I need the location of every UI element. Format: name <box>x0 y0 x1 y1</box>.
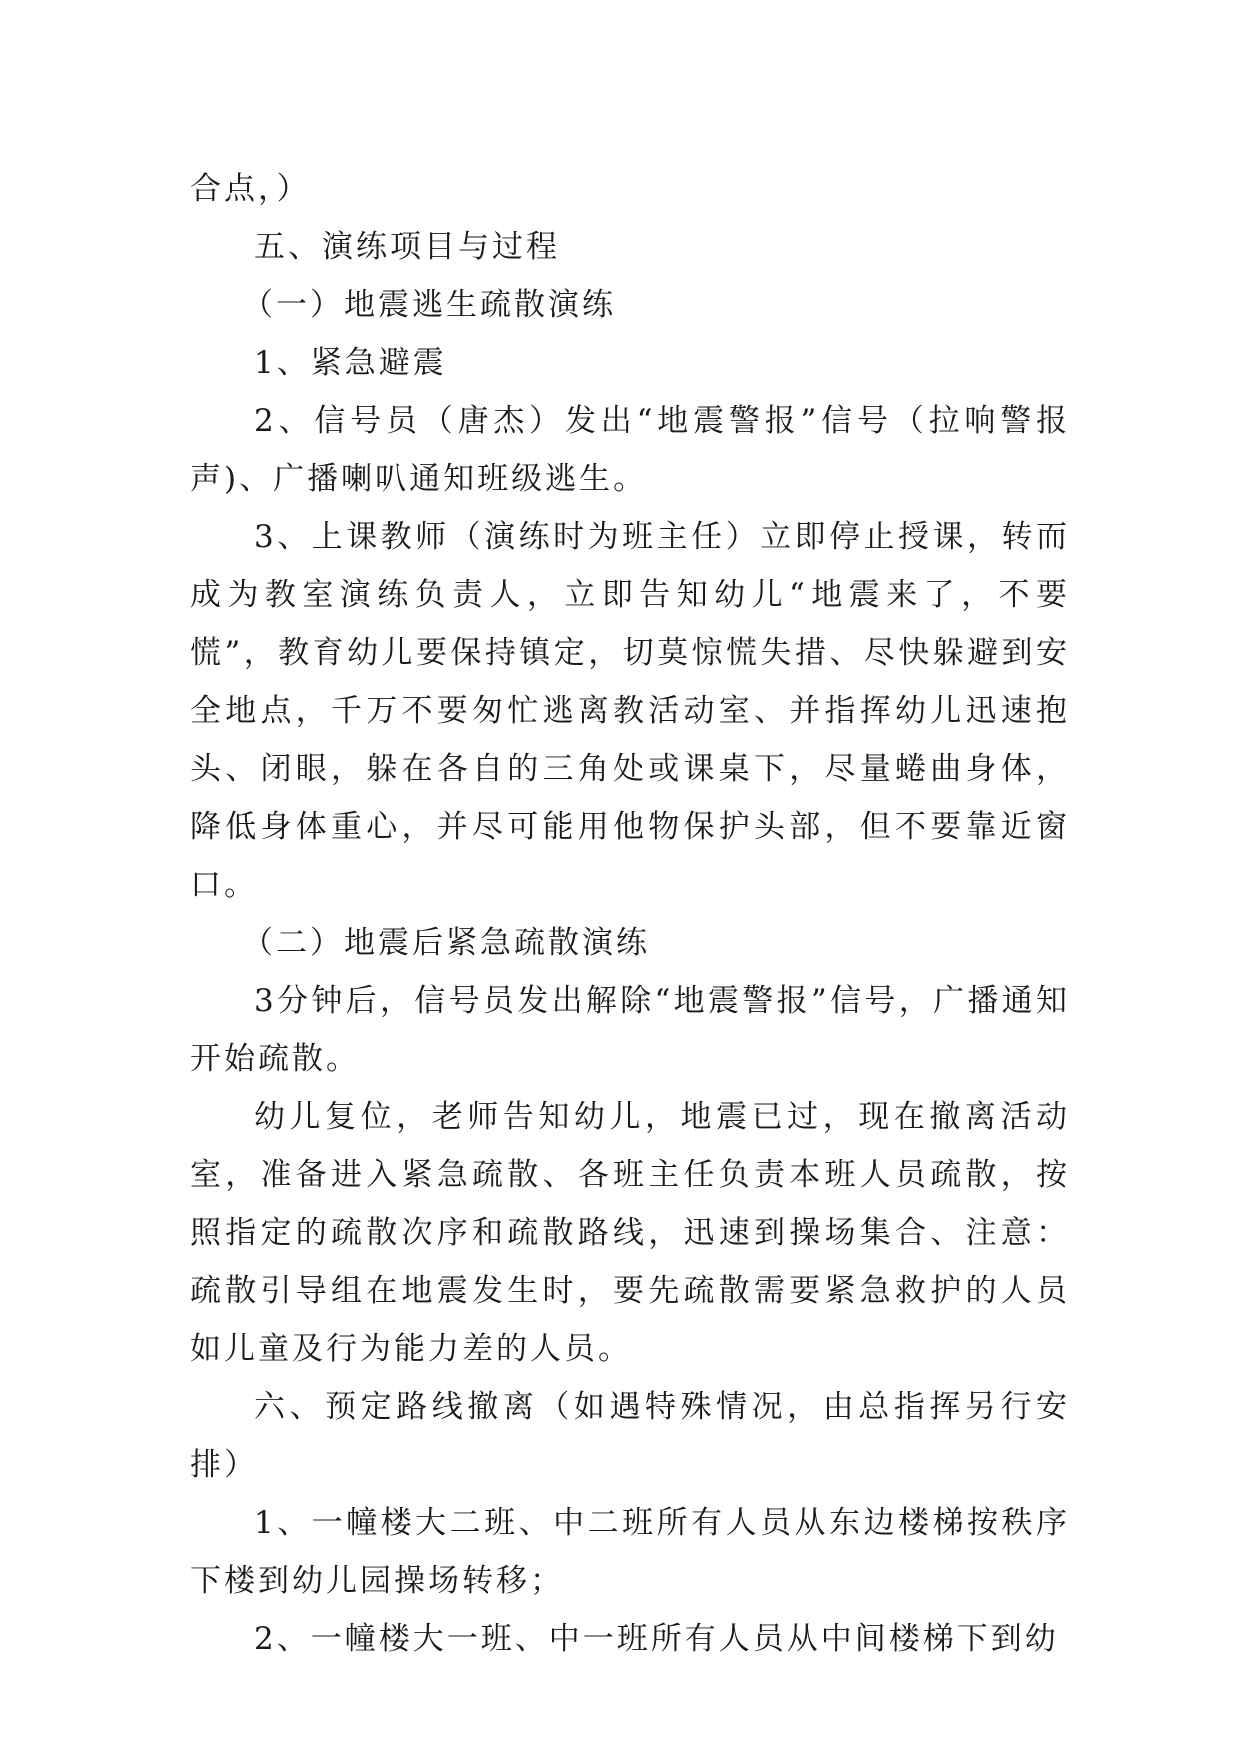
paragraph-reset: 幼儿复位，老师告知幼儿，地震已过，现在撤离活动室，准备进入紧急疏散、各班主任负责本班人员疏散，按照指定的疏散次序和疏散路线，迅速到操场集合、注意：疏散引导组在地震发生时，要先疏散需要紧急救护的人员如儿童及行为能力差的人员。 <box>190 1099 1070 1367</box>
paragraph-route-2: 2、一幢楼大一班、中一班所有人员从中间楼梯下到幼 <box>254 1621 1059 1657</box>
paragraph-item-2: 2、信号员（唐杰）发出“地震警报”信号（拉响警报声)、广播喇叭通知班级逃生。 <box>190 403 1070 497</box>
section-heading-5: 五、演练项目与过程 <box>254 229 560 265</box>
section-heading-6: 六、预定路线撤离（如遇特殊情况，由总指挥另行安排） <box>190 1389 1070 1483</box>
document-body <box>190 160 1070 1668</box>
paragraph-continuation: 合点，） <box>190 171 311 207</box>
paragraph-three-minutes: 3分钟后，信号员发出解除“地震警报”信号，广播通知开始疏散。 <box>190 983 1070 1077</box>
subsection-heading-2: （二）地震后紧急疏散演练 <box>242 925 650 961</box>
subsection-heading-1: （一）地震逃生疏散演练 <box>242 287 616 323</box>
paragraph-item-3: 3、上课教师（演练时为班主任）立即停止授课，转而成为教室演练负责人，立即告知幼儿“地震来了，不要慌”，教育幼儿要保持镇定，切莫惊慌失措、尽快躲避到安全地点，千万不要匆忙逃离教活动室、并指挥幼儿迅速抱头、闭眼，躲在各自的三角处或课桌下，尽量蜷曲身体，降低身体重心，并尽可能用他物保护头部，但不要靠近窗口。 <box>190 519 1070 903</box>
paragraph-item-1: 1、紧急避震 <box>254 345 447 381</box>
paragraph-route-1: 1、一幢楼大二班、中二班所有人员从东边楼梯按秩序下楼到幼儿园操场转移； <box>190 1505 1070 1599</box>
